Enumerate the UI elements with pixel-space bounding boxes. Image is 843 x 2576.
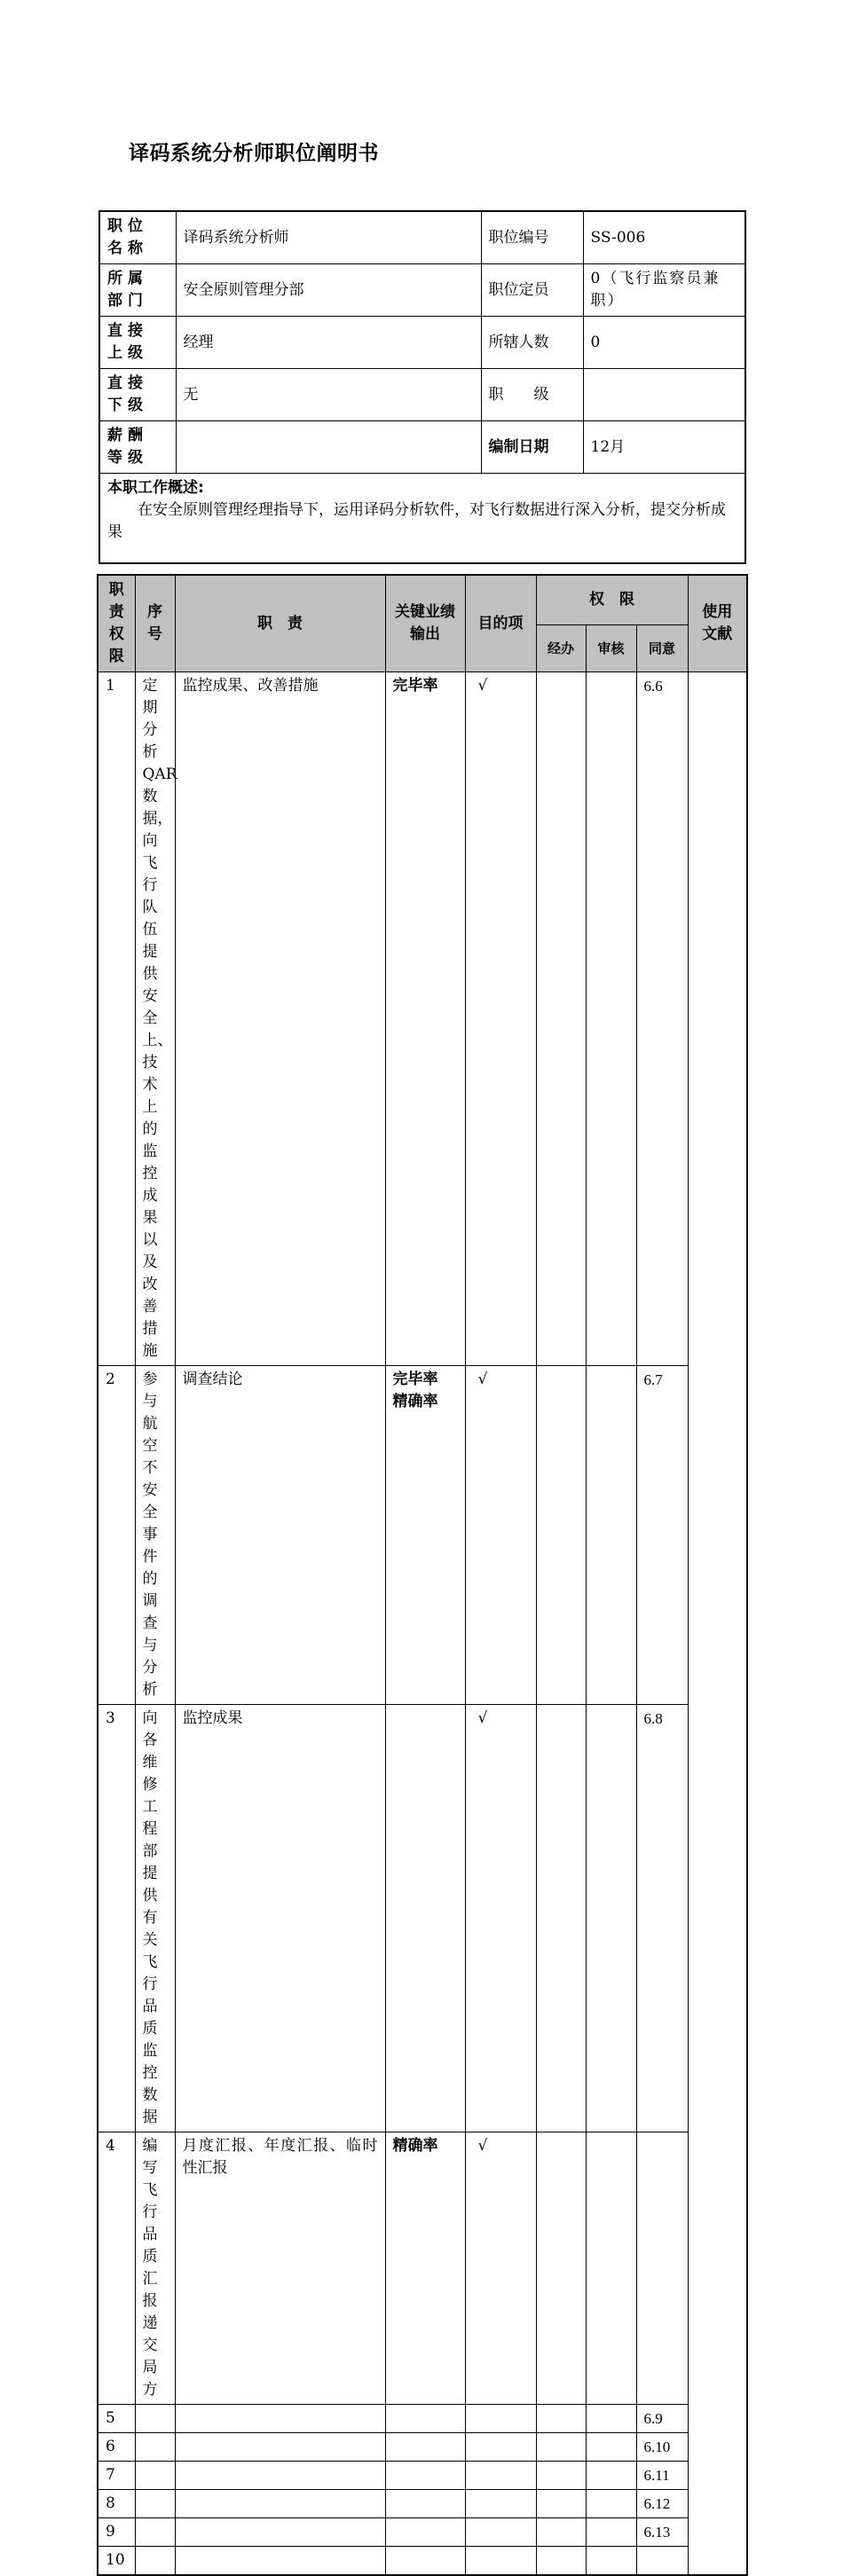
position-name-label: 职位名称 (99, 211, 176, 264)
duty-output: 监控成果 (175, 1705, 385, 2132)
duty-handle (465, 2462, 536, 2490)
approve-header: 同意 (636, 625, 688, 672)
duty-description (135, 2547, 175, 2576)
duty-review (536, 2433, 586, 2462)
duty-row (98, 2518, 747, 2547)
duty-row (98, 1366, 747, 1705)
duty-doc (636, 2547, 688, 2576)
duty-doc: 6.12 (636, 2490, 688, 2518)
duty-target (385, 2547, 465, 2576)
duty-seq: 2 (98, 1366, 135, 1705)
duty-handle (465, 2405, 536, 2433)
duty-description (135, 2518, 175, 2547)
subordinate-value: 无 (176, 369, 481, 421)
grade-value (583, 369, 745, 421)
duty-approve (586, 1705, 636, 2132)
duty-target (385, 2490, 465, 2518)
duty-approve (586, 2547, 636, 2576)
duty-row (98, 672, 747, 1366)
duty-review (536, 2132, 586, 2405)
duty-target (385, 2462, 465, 2490)
overview-cell (99, 474, 745, 563)
duty-approve (586, 2132, 636, 2405)
duty-handle: √ (465, 1366, 536, 1705)
duty-row (98, 2132, 747, 2405)
duty-description: 定期分析QAR数据，向飞行队伍提供安全上、技术上的监控成果以及改善措施 (135, 672, 175, 1366)
duty-description: 向各维修工程部提供有关飞行品质监控数据 (135, 1705, 175, 2132)
duty-output (175, 2433, 385, 2462)
duty-review (536, 2518, 586, 2547)
subordinates-count-value: 0 (583, 317, 745, 369)
duty-output: 月度汇报、年度汇报、临时性汇报 (175, 2132, 385, 2405)
duty-handle: √ (465, 2132, 536, 2405)
duty-review (536, 2405, 586, 2433)
date-label: 编制日期 (481, 421, 583, 474)
duty-description (135, 2462, 175, 2490)
duty-doc: 6.10 (636, 2433, 688, 2462)
duties-table (97, 574, 748, 2576)
duty-approve (586, 2462, 636, 2490)
duty-seq: 3 (98, 1705, 135, 2132)
duty-output (175, 2405, 385, 2433)
duty-seq: 1 (98, 672, 135, 1366)
duty-approve (586, 672, 636, 1366)
duty-doc: 6.6 (636, 672, 688, 1366)
target-header: 目的项 (465, 575, 536, 672)
duty-row (98, 2490, 747, 2518)
duty-target (385, 1705, 465, 2132)
superior-value: 经理 (176, 317, 481, 369)
duty-review (536, 672, 586, 1366)
output-header: 关键业绩输出 (385, 575, 465, 672)
review-header: 审核 (586, 625, 636, 672)
position-name-value: 译码系统分析师 (176, 211, 481, 264)
side-label: 职责权限 (98, 575, 135, 672)
duty-handle: √ (465, 672, 536, 1366)
position-code-label: 职位编号 (481, 211, 583, 264)
duty-output (175, 2547, 385, 2576)
duty-seq: 9 (98, 2518, 135, 2547)
duty-approve (586, 1366, 636, 1705)
duty-doc (636, 2132, 688, 2405)
overview-label: 本职工作概述: (107, 479, 204, 497)
duty-approve (586, 2490, 636, 2518)
department-value: 安全原则管理分部 (176, 264, 481, 317)
duty-seq: 10 (98, 2547, 135, 2576)
duty-header: 职 责 (175, 575, 385, 672)
duty-doc: 6.11 (636, 2462, 688, 2490)
duty-seq: 8 (98, 2490, 135, 2518)
duty-row (98, 1705, 747, 2132)
duty-review (536, 2547, 586, 2576)
duty-handle (465, 2433, 536, 2462)
duty-description: 参与航空不安全事件的调查与分析 (135, 1366, 175, 1705)
duty-row (98, 2462, 747, 2490)
salary-value (176, 421, 481, 474)
duty-description: 编写飞行品质汇报递交局方 (135, 2132, 175, 2405)
position-code-value: SS-006 (583, 211, 745, 264)
duty-description (135, 2433, 175, 2462)
duty-doc: 6.13 (636, 2518, 688, 2547)
subordinates-count-label: 所辖人数 (481, 317, 583, 369)
department-label: 所属部门 (99, 264, 176, 317)
duty-doc: 6.9 (636, 2405, 688, 2433)
duty-output: 监控成果、改善措施 (175, 672, 385, 1366)
superior-label: 直接上级 (99, 317, 176, 369)
duty-target: 精确率 (385, 2132, 465, 2405)
duty-approve (586, 2433, 636, 2462)
duty-output (175, 2462, 385, 2490)
duty-seq: 6 (98, 2433, 135, 2462)
duty-description (135, 2490, 175, 2518)
duty-row (98, 2433, 747, 2462)
overview-text: 在安全原则管理经理指导下，运用译码分析软件，对飞行数据进行深入分析，提交分析成果 (107, 501, 726, 541)
duty-approve (586, 2518, 636, 2547)
duty-seq: 7 (98, 2462, 135, 2490)
handle-header: 经办 (536, 625, 586, 672)
duty-output (175, 2490, 385, 2518)
duty-output (175, 2518, 385, 2547)
duty-row (98, 2405, 747, 2433)
position-info-table (98, 210, 746, 564)
seq-header: 序号 (135, 575, 175, 672)
duty-review (536, 2490, 586, 2518)
docs-header: 使用文献 (688, 575, 747, 672)
page-title: 译码系统分析师职位阐明书 (129, 142, 379, 165)
duty-row (98, 2547, 747, 2576)
grade-label: 职 级 (481, 369, 583, 421)
subordinate-label: 直接下级 (99, 369, 176, 421)
duty-handle (465, 2490, 536, 2518)
duty-review (536, 1366, 586, 1705)
duty-target (385, 2433, 465, 2462)
duty-seq: 5 (98, 2405, 135, 2433)
duty-handle (465, 2547, 536, 2576)
duty-doc: 6.8 (636, 1705, 688, 2132)
duty-review (536, 2462, 586, 2490)
duty-seq: 4 (98, 2132, 135, 2405)
duty-handle: √ (465, 1705, 536, 2132)
duty-description (135, 2405, 175, 2433)
headcount-value: 0（飞行监察员兼职） (583, 264, 745, 317)
date-value: 12月 (583, 421, 745, 474)
duty-review (536, 1705, 586, 2132)
duty-approve (586, 2405, 636, 2433)
duty-target: 完毕率 精确率 (385, 1366, 465, 1705)
duty-output: 调查结论 (175, 1366, 385, 1705)
duty-target: 完毕率 (385, 672, 465, 1366)
duty-target (385, 2405, 465, 2433)
salary-label: 薪酬等级 (99, 421, 176, 474)
duty-handle (465, 2518, 536, 2547)
authority-header: 权 限 (536, 575, 688, 625)
headcount-label: 职位定员 (481, 264, 583, 317)
duty-doc: 6.7 (636, 1366, 688, 1705)
duty-target (385, 2518, 465, 2547)
